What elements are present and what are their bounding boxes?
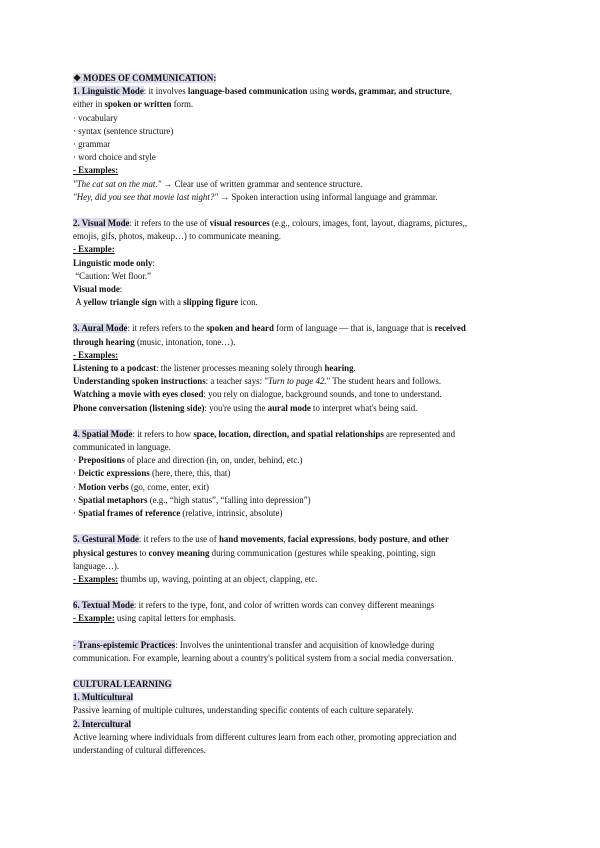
gestural-line-1: 5. Gestural Mode: it refers to the use of hand movements, facial expressions, body posture, and other (73, 534, 449, 545)
textual-line-1: 6. Textual Mode: it refers to the type, font, and color of written words can convey different meanings (73, 600, 435, 611)
list-item: · grammar (73, 139, 111, 150)
list-item: · Prepositions of place and direction (in, on, under, behind, etc.) (73, 455, 303, 466)
example-line: "Hey, did you see that movie last night?" → Spoken interaction using informal language and grammar. (73, 191, 438, 202)
list-item: · Motion verbs (go, come, enter, exit) (73, 481, 209, 492)
linguistic-line-1: 1. Linguistic Mode: it involves language-based communication using words, grammar, and structure, (73, 86, 452, 97)
trans-line-1: - Trans-epistemic Practices: Involves the unintentional transfer and acquisition of knowledge during (73, 639, 435, 650)
visual-line-1: 2. Visual Mode: it refers to the use of visual resources (e.g., colours, images, font, layout, diagrams, pictures,, (73, 218, 468, 229)
example-line: Listening to a podcast: the listener processes meaning solely through hearing. (73, 363, 356, 374)
example-line: Understanding spoken instructions: a teacher says: "Turn to page 42." The student hears and follows. (73, 376, 442, 387)
list-item: · Deictic expressions (here, there, this, that) (73, 468, 231, 479)
multicultural-text: Passive learning of multiple cultures, understanding specific contents of each culture separately. (73, 705, 414, 716)
example-line: "The cat sat on the mat." → Clear use of written grammar and sentence structure. (73, 178, 363, 189)
aural-line-1: 3. Aural Mode: it refers refers to the spoken and heard form of language — that is, language that is received (73, 323, 466, 334)
aural-line-2: through hearing (music, intonation, tone…). (73, 336, 236, 347)
linguistic-mode-only-label: Linguistic mode only: (73, 257, 155, 268)
gestural-mode-section (73, 533, 533, 586)
visual-line-2: emojis, gifs, photos, makeup…) to communicate meaning. (73, 231, 282, 242)
spatial-mode-section (73, 428, 533, 520)
spatial-line-2: communicated in language. (73, 442, 171, 453)
gestural-line-3: language…). (73, 560, 120, 571)
gestural-mode-heading: 5. Gestural Mode (73, 534, 139, 545)
gestural-line-2: physical gestures to convey meaning during communication (gestures while speaking, pointing, sign (73, 547, 436, 558)
list-item: · Spatial metaphors (e.g., “high status”, “falling into depression”) (73, 494, 311, 505)
intercultural-text-2: understanding of cultural differences. (73, 744, 206, 755)
modes-title: ❖ MODES OF COMMUNICATION: (73, 73, 217, 83)
examples-label: - Examples: (73, 165, 119, 176)
spatial-mode-heading: 4. Spatial Mode (73, 428, 133, 439)
example-label: - Example: (73, 244, 115, 255)
sign-description: A yellow triangle sign with a slipping figure icon. (75, 297, 258, 308)
example-line: Watching a movie with eyes closed: you rely on dialogue, background sounds, and tone to understand. (73, 389, 442, 400)
intercultural-heading: 2. Intercultural (73, 718, 132, 729)
multicultural-heading: 1. Multicultural (73, 692, 134, 703)
list-item: · vocabulary (73, 112, 118, 123)
trans-epistemic-heading: - Trans-epistemic Practices (73, 639, 176, 650)
trans-line-2: communication. For example, learning about a country's political system from a social media conversation. (73, 652, 454, 663)
list-item: · Spatial frames of reference (relative, intrinsic, absolute) (73, 508, 283, 519)
linguistic-mode-heading: 1. Linguistic Mode (73, 86, 144, 97)
textual-mode-section (73, 599, 533, 625)
document-page (73, 72, 533, 757)
intercultural-text-1: Active learning where individuals from different cultures learn from each other, promoting appreciation and (73, 731, 457, 742)
visual-mode-heading: 2. Visual Mode (73, 218, 130, 229)
linguistic-line-2: either in spoken or written form. (73, 99, 194, 110)
cultural-learning-section (73, 678, 533, 757)
linguistic-mode-section (73, 85, 533, 204)
examples-label: - Examples: (73, 349, 119, 360)
spatial-line-1: 4. Spatial Mode: it refers to how space, location, direction, and spatial relationships are represented and (73, 428, 456, 439)
examples-line: - Examples: thumbs up, waving, pointing at an object, clapping, etc. (73, 573, 318, 584)
trans-epistemic-section (73, 639, 533, 665)
example-line: - Example: using capital letters for emphasis. (73, 613, 236, 624)
visual-mode-section (73, 217, 533, 309)
example-line: Phone conversation (listening side): you're using the aural mode to interpret what's being said. (73, 402, 418, 413)
aural-mode-section (73, 322, 533, 414)
aural-mode-heading: 3. Aural Mode (73, 323, 128, 334)
list-item: · syntax (sentence structure) (73, 125, 174, 136)
caution-quote: “Caution: Wet floor.” (75, 270, 151, 281)
textual-mode-heading: 6. Textual Mode (73, 600, 134, 611)
cultural-title: CULTURAL LEARNING (73, 678, 172, 689)
visual-mode-label: Visual mode: (73, 284, 123, 295)
list-item: · word choice and style (73, 152, 156, 163)
